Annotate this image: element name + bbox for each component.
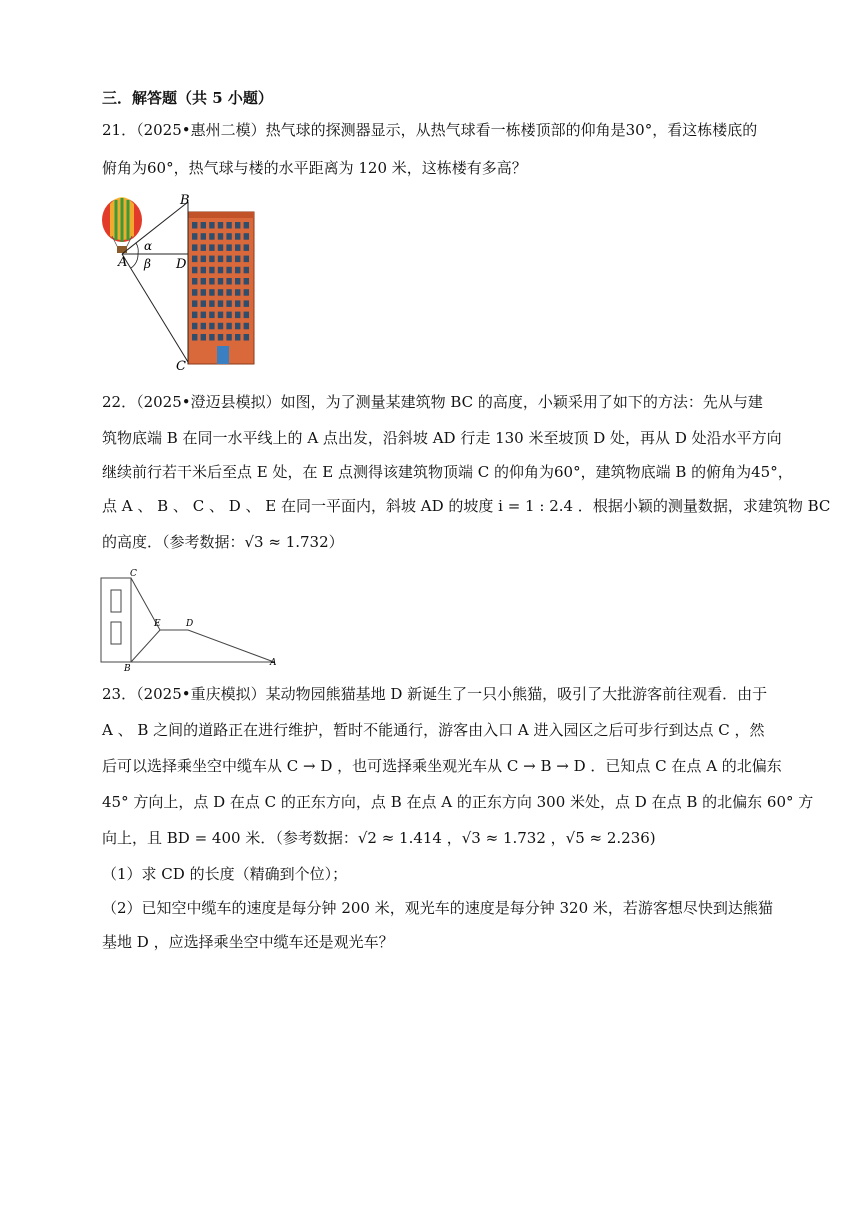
q23-subquestion-2-line-2: 基地 D ，应选择乘坐空中缆车还是观光车？	[102, 933, 394, 951]
q21-label-a: A	[118, 255, 128, 270]
q23-line-1: 23．（2025•重庆模拟）某动物园熊猫基地 D 新诞生了一只小熊猫，吸引了大批游客前往观看．由于	[102, 685, 768, 703]
q22-label-c: C	[130, 569, 137, 579]
q22-figure	[98, 568, 282, 672]
q22-line-1: 22．（2025•澄迈县模拟）如图，为了测量某建筑物 BC 的高度，小颖采用了如下的方法：先从与建	[102, 393, 763, 411]
q22-line-3: 继续前行若干米后至点 E 处，在 E 点测得该建筑物顶端 C 的仰角为60°，建筑物底端 B 的俯角为45°，	[102, 463, 793, 481]
q23-subquestion-2-line-1: （2）已知空中缆车的速度是每分钟 200 米，观光车的速度是每分钟 320 米，若游客想尽快到达熊猫	[102, 899, 773, 917]
q21-label-c: C	[176, 359, 186, 370]
q23-line-5: 向上，且 BD = 400 米．（参考数据：√2 ≈ 1.414 ，√3 ≈ 1.732 ，√5 ≈ 2.236)	[102, 829, 656, 847]
q23-subquestion-1: （1）求 CD 的长度（精确到个位）；	[102, 865, 348, 883]
q21-line-1: 21．（2025•惠州二模）热气球的探测器显示，从热气球看一栋楼顶部的仰角是30°，看这栋楼底的	[102, 121, 758, 139]
q22-label-b: B	[124, 664, 131, 672]
building-illustration	[188, 212, 254, 364]
q21-label-d: D	[176, 257, 187, 272]
hot-air-balloon-illustration	[102, 197, 142, 253]
q22-label-a: A	[270, 658, 277, 668]
q21-label-alpha: α	[144, 239, 153, 253]
q21-figure	[100, 194, 260, 370]
q22-line-2: 筑物底端 B 在同一水平线上的 A 点出发，沿斜坡 AD 行走 130 米至坡顶 D 处，再从 D 处沿水平方向	[102, 429, 782, 447]
q23-line-3: 后可以选择乘坐空中缆车从 C → D ，也可选择乘坐观光车从 C → B → D ．已知点 C 在点 A 的北偏东	[102, 757, 782, 775]
q22-line-4: 点 A 、 B 、 C 、 D 、 E 在同一平面内，斜坡 AD 的坡度 i = 1 : 2.4 ．根据小颖的测量数据，求建筑物 BC	[102, 497, 831, 515]
q22-line-5: 的高度．（参考数据：√3 ≈ 1.732）	[102, 533, 344, 551]
q21-label-b: B	[180, 194, 190, 208]
q23-line-4: 45° 方向上，点 D 在点 C 的正东方向，点 B 在点 A 的正东方向 300 米处，点 D 在点 B 的北偏东 60° 方	[102, 793, 814, 811]
section-heading: 三．解答题（共 5 小题）	[102, 89, 273, 107]
q21-line-2: 俯角为60°，热气球与楼的水平距离为 120 米，这栋楼有多高？	[102, 159, 527, 177]
q22-label-d: D	[186, 619, 194, 629]
q22-label-e: E	[154, 619, 161, 629]
q21-label-beta: β	[144, 257, 151, 271]
q23-line-2: A 、 B 之间的道路正在进行维护，暂时不能通行，游客由入口 A 进入园区之后可步行到达点 C ，然	[102, 721, 765, 739]
